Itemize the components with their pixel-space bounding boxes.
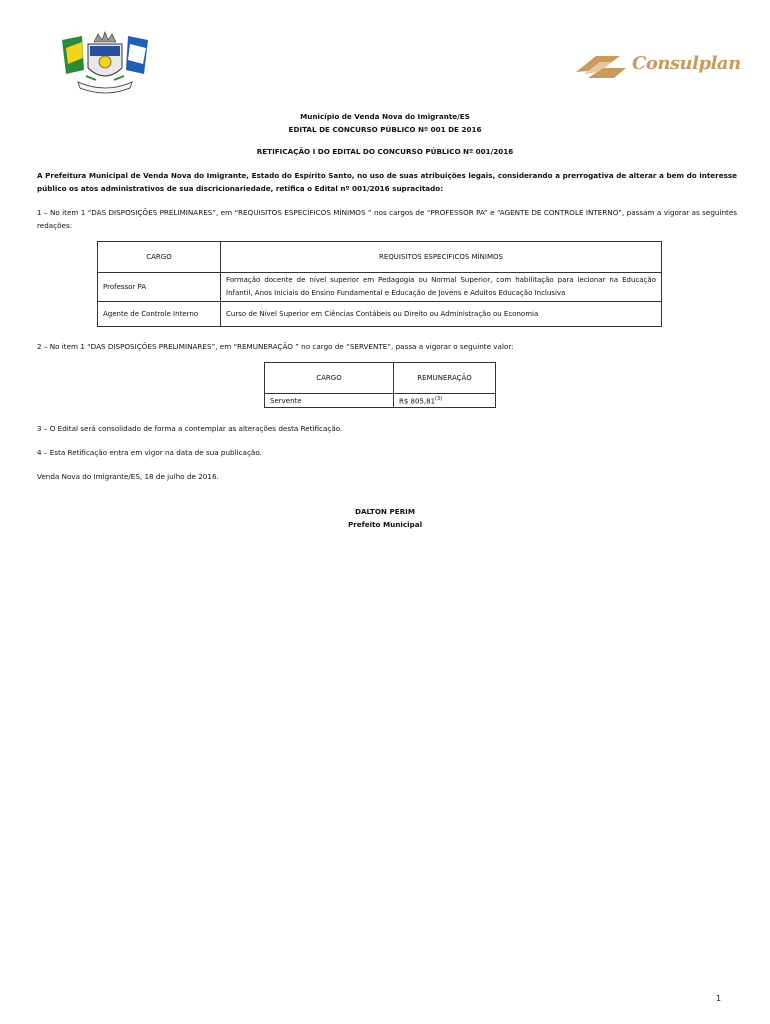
table-row <box>98 273 662 302</box>
cell-remuneracao <box>394 394 496 408</box>
cell-cargo: Agente de Controle Interno <box>98 302 221 327</box>
cell-requisitos: Formação docente de nível superior em Pedagogia ou Normal Superior, com habilitação para lecionar na Educação Infantil, Anos Iniciais do Ensino Fundamental e Educação de Jovens e Adultos Educação Inclusiva <box>221 273 662 302</box>
edital-line: EDITAL DE CONCURSO PÚBLICO Nº 001 DE 2016 <box>288 125 482 134</box>
table-header-row <box>265 363 496 394</box>
cell-requisitos: Curso de Nível Superior em Ciências Contábeis ou Direito ou Administração ou Economia <box>221 302 662 327</box>
item-3-paragraph: 3 – O Edital será consolidado de forma a contemplar as alterações desta Retificação. <box>37 424 343 433</box>
item-4-paragraph: 4 – Esta Retificação entra em vigor na data de sua publicação. <box>37 448 262 457</box>
table-header-row <box>98 242 662 273</box>
footnote-marker: (3) <box>435 395 443 402</box>
table-row <box>265 394 496 408</box>
signer-name: DALTON PERIM <box>355 507 415 516</box>
consulplan-brand-text: Consulplan <box>632 53 741 74</box>
requirements-table <box>97 241 662 327</box>
place-date: Venda Nova do Imigrante/ES, 18 de julho de 2016. <box>37 472 219 481</box>
item-1-paragraph: 1 – No item 1 “DAS DISPOSIÇÕES PRELIMINARES”, em “REQUISITOS ESPECÍFICOS MÍNIMOS ” nos cargos de “PROFESSOR PA” e “AGENTE DE CONTROLE INTERNO”, passam a vigorar as seguintes redações: <box>37 208 737 230</box>
municipality-line: Município de Venda Nova do Imigrante/ES <box>300 112 470 121</box>
page-number: 1 <box>716 994 722 1003</box>
header-cargo: CARGO <box>98 242 221 273</box>
cell-cargo: Servente <box>265 394 394 408</box>
signer-role: Prefeito Municipal <box>347 520 423 529</box>
item-2-paragraph: 2 – No item 1 “DAS DISPOSIÇÕES PRELIMINARES”, em “REMUNERAÇÃO ” no cargo de “SERVENTE”, passa a vigorar o seguinte valor: <box>37 342 514 351</box>
municipal-coat-of-arms-icon <box>60 30 150 96</box>
table-row <box>98 302 662 327</box>
salary-value: R$ 805,81 <box>399 397 436 406</box>
header-requisitos: REQUISITOS ESPECÍFICOS MÍNIMOS <box>221 242 662 273</box>
signature-block <box>0 505 770 531</box>
retification-title: RETIFICAÇÃO I DO EDITAL DO CONCURSO PÚBLICO Nº 001/2016 <box>256 147 514 156</box>
remuneration-table <box>264 362 496 408</box>
document-heading <box>0 110 770 136</box>
header-cargo: CARGO <box>265 363 394 394</box>
header-remuneracao: REMUNERAÇÃO <box>394 363 496 394</box>
cell-cargo: Professor PA <box>98 273 221 302</box>
intro-paragraph: A Prefeitura Municipal de Venda Nova do Imigrante, Estado do Espírito Santo, no uso de suas atribuições legais, considerando a prerrogativa de alterar a bem do interesse público os atos administrativos de sua discricionariedade, retifica o Edital nº 001/2016 supracitado: <box>37 171 737 193</box>
